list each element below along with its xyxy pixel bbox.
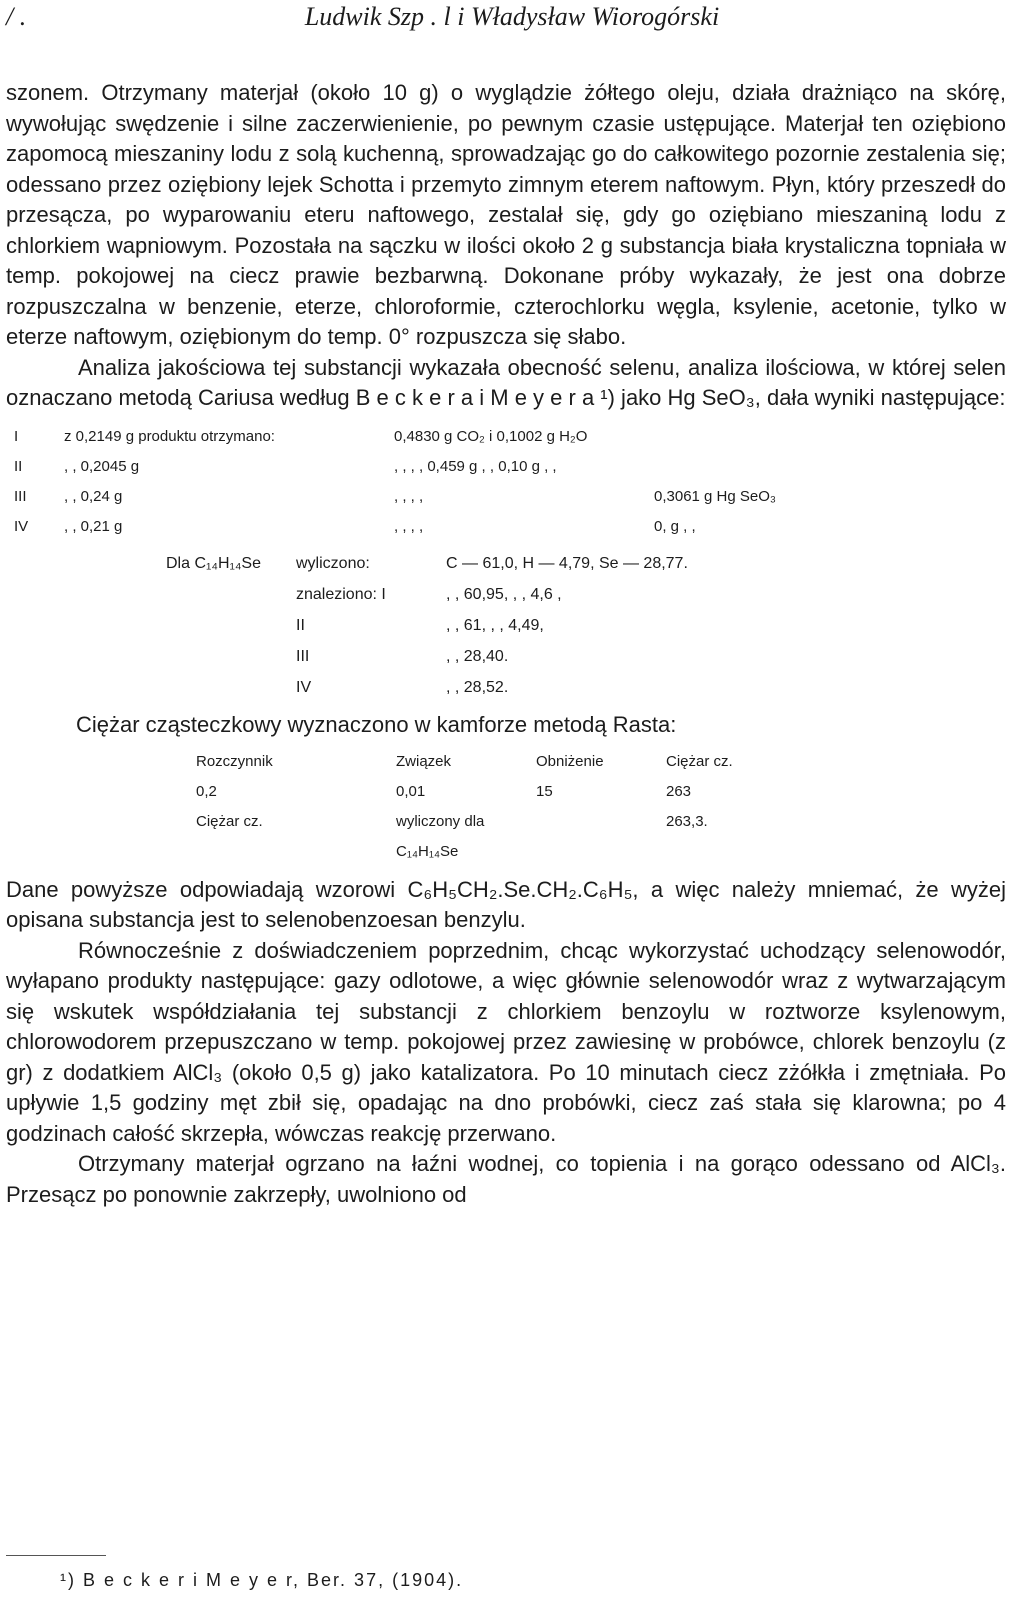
rast-row-cell: Rozczynnik xyxy=(196,752,273,770)
analysis-row xyxy=(14,482,1006,512)
calculation-block xyxy=(166,548,1006,703)
analysis-row-cell: , , 0,24 g xyxy=(64,487,123,505)
rast-row-cell: 263 xyxy=(666,782,692,800)
rast-row-cell: Ciężar cz. xyxy=(196,812,263,830)
calc-row xyxy=(166,641,1006,672)
analysis-row xyxy=(14,512,1006,542)
calc-row-cell: , , 28,52. xyxy=(446,678,509,696)
calc-row xyxy=(166,610,1006,641)
calc-row-cell xyxy=(166,641,296,672)
calc-row-cell: C — 61,0, H — 4,79, Se — 28,77. xyxy=(446,554,688,572)
rast-row-cell: 0,2 xyxy=(196,782,217,800)
analysis-row-cell: 0,4830 g CO₂ i 0,1002 g H₂O xyxy=(394,427,588,445)
analysis-row-cell: II xyxy=(14,457,23,475)
calc-row-cell: znaleziono: I xyxy=(296,585,386,603)
rast-table xyxy=(196,747,1006,867)
calc-row-cell: , , 60,95, , , 4,6 , xyxy=(446,585,562,603)
paragraph: Analiza jakościowa tej substancji wykazała obecność selenu, analiza ilościowa, w której selen oznaczano metodą Cariusa według B e c k e r a i M e y e r a ¹) jako Hg SeO₃, dała wyniki następujące: xyxy=(6,354,1006,410)
analysis-row-cell: , , , , xyxy=(394,487,424,505)
calc-row-cell: , , 61, , , 4,49, xyxy=(446,616,544,634)
rast-row-cell: Związek xyxy=(396,752,452,770)
rast-row-cell xyxy=(536,807,666,867)
calc-row-cell: Dla C₁₄H₁₄Se xyxy=(166,554,261,572)
analysis-row-cell: 0,3061 g Hg SeO₃ xyxy=(654,487,777,505)
rast-row-cell: 0,01 xyxy=(396,782,426,800)
analysis-row-cell: IV xyxy=(14,517,29,535)
analysis-row-cell: , , , , 0,459 g , , 0,10 g , , xyxy=(394,457,557,475)
analysis-row-cell xyxy=(654,452,1006,482)
calc-row-cell: II xyxy=(296,616,305,634)
analysis-row-cell: I xyxy=(14,427,19,445)
calc-row xyxy=(166,672,1006,703)
analysis-row-cell: III xyxy=(14,487,27,505)
paragraph: Równocześnie z doświadczeniem poprzednim, chcąc wykorzystać uchodzący selenowodór, wyłapano produkty następujące: gazy odlotowe, a więc głównie selenowodór wraz z wytwarzającym się wskutek współdziałania tej substancji z chlorkiem benzoylu w roztworze ksylenowym, chlorowodorem przepuszczano w temp. pokojowej przez zawiesinę w probówce, chlorek benzoylu (z gr) z dodatkiem AlCl₃ (około 0,5 g) jako katalizatora. Po 10 minutach ciecz zżółkła i zmętniała. Po upływie 1,5 godziny męt zbił się, opadając na dno probówki, ciecz zaś stała się klarowna; po 4 godzinach całość skrzepła, wówczas reakcję przerwano. xyxy=(6,937,1006,1146)
page-number: / . xyxy=(6,2,27,31)
calc-row-cell xyxy=(166,579,296,610)
calc-row-cell: III xyxy=(296,647,310,665)
calc-row-cell: wyliczono: xyxy=(296,554,370,572)
rast-row-cell: wyliczony dla C₁₄H₁₄Se xyxy=(396,812,485,860)
calc-row-cell: IV xyxy=(296,678,312,696)
calc-row-cell xyxy=(166,672,296,703)
running-head xyxy=(0,2,1024,38)
analysis-row-cell: z 0,2149 g produktu otrzymano: xyxy=(64,427,275,445)
analysis-row xyxy=(14,422,1006,452)
running-title: Ludwik Szp . l i Władysław Wiorogórski xyxy=(304,2,720,31)
calc-row-cell xyxy=(166,610,296,641)
rast-row xyxy=(196,807,1006,867)
body-text xyxy=(6,78,1006,1210)
footnote: ¹) B e c k e r i M e y e r, Ber. 37, (1904). xyxy=(60,1570,464,1590)
calc-row xyxy=(166,548,1006,579)
paragraph: Otrzymany materjał ogrzano na łaźni wodnej, co topienia i na gorąco odessano od AlCl₃. Przesącz po ponownie zakrzepły, uwolniono od xyxy=(6,1151,1006,1207)
rast-row-cell: Ciężar cz. xyxy=(666,752,733,770)
rast-row-cell: 15 xyxy=(536,782,553,800)
analysis-row xyxy=(14,452,1006,482)
analysis-table xyxy=(14,422,1006,542)
molar-mass-intro: Ciężar cząsteczkowy wyznaczono w kamforze metodą Rasta: xyxy=(76,711,677,737)
paragraph: szonem. Otrzymany materjał (około 10 g) o wyglądzie żółtego oleju, działa drażniąco na skórę, wywołując swędzenie i silne zaczerwienienie, po pewnym czasie ustępujące. Materjał ten oziębiono zapomocą mieszaniny lodu z solą kuchenną, sprowadzając go do całkowitego pozornie zestalenia się; odessano przez oziębiony lejek Schotta i przemyto zimnym eterem naftowym. Płyn, który przeszedł do przesącza, po wyparowaniu eteru naftowego, zestalał się, gdy go oziębiano mieszaniną lodu z chlorkiem wapniowym. Pozostała na sączku w ilości około 2 g substancja biała krystaliczna topniała w temp. pokojowej na ciecz prawie bezbarwną. Dokonane próby wykazały, że jest ona dobrze rozpuszczalna w benzenie, eterze, chloroformie, czterochlorku węgla, ksylenie, acetonie, tylko w eterze naftowym, oziębionym do temp. 0° rozpuszcza się słabo. xyxy=(6,80,1006,349)
rast-row-cell: Obniżenie xyxy=(536,752,604,770)
analysis-row-cell xyxy=(654,422,1006,452)
footnote-rule xyxy=(6,1555,106,1556)
paragraph: Dane powyższe odpowiadają wzorowi C₆H₅CH₂.Se.CH₂.C₆H₅, a więc należy mniemać, że wyżej opisana substancja jest to selenobenzoesan benzylu. xyxy=(6,876,1006,932)
analysis-row-cell: 0, g , , xyxy=(654,517,696,535)
analysis-row-cell: , , 0,21 g xyxy=(64,517,123,535)
calc-row-cell: , , 28,40. xyxy=(446,647,509,665)
calc-row xyxy=(166,579,1006,610)
analysis-row-cell: , , 0,2045 g xyxy=(64,457,140,475)
analysis-row-cell: , , , , xyxy=(394,517,424,535)
rast-row-cell: 263,3. xyxy=(666,812,708,830)
rast-row xyxy=(196,777,1006,807)
rast-row xyxy=(196,747,1006,777)
